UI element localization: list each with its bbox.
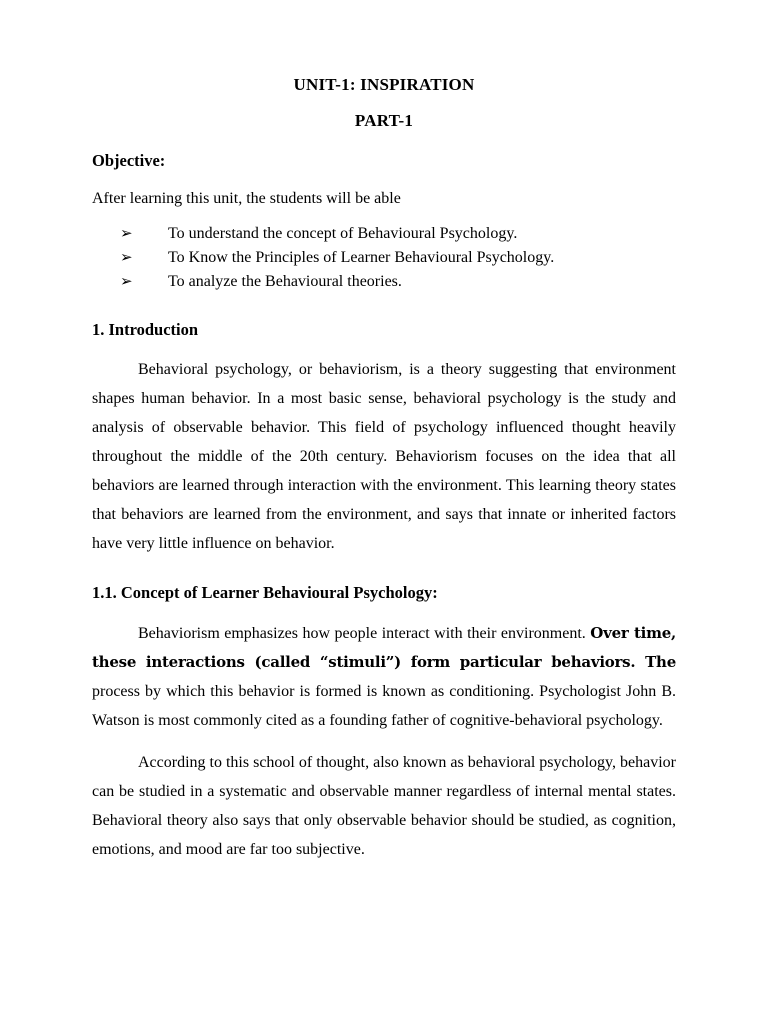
document-title: UNIT-1: INSPIRATION — [293, 75, 475, 94]
arrow-bullet-icon: ➢ — [120, 273, 133, 290]
section-heading-concept: 1.1. Concept of Learner Behavioural Psychology: — [92, 583, 438, 602]
concept-paragraph-part-2: process by which this behavior is formed is known as conditioning. Psychologist John B. Watson is most commonly cited as a founding father of cognitive-behavioral psychology. — [92, 682, 676, 729]
objective-heading: Objective: — [92, 151, 166, 170]
section-heading-introduction: 1. Introduction — [92, 319, 199, 339]
concept-paragraph-emphasis: Over time, these interactions (called “stimuli”) form particular behaviors. The — [92, 623, 676, 671]
objective-list — [92, 207, 676, 294]
objective-lead-text: After learning this unit, the students will be able — [92, 189, 401, 207]
document-body — [92, 0, 676, 864]
concept-paragraph — [92, 602, 676, 735]
list-item-label: To Know the Principles of Learner Behavioural Psychology. — [168, 248, 555, 266]
list-item-label: To understand the concept of Behavioural Psychology. — [168, 224, 518, 242]
list-item-label: To analyze the Behavioural theories. — [168, 272, 402, 290]
concept-paragraph-part-1: Behaviorism emphasizes how people interact with their environment. — [138, 624, 591, 642]
document-subtitle: PART-1 — [354, 111, 414, 130]
arrow-bullet-icon: ➢ — [120, 225, 133, 242]
according-paragraph: According to this school of thought, also known as behavioral psychology, behavior can be studied in a systematic and observable manner regardless of internal mental states. Behavioral theory also says that only observable behavior should be studied, as cognition, emotions, and mood are far too subjective. — [92, 753, 676, 858]
list-item — [92, 270, 676, 294]
list-item — [92, 246, 676, 270]
arrow-bullet-icon: ➢ — [120, 249, 133, 266]
list-item — [92, 222, 676, 246]
introduction-paragraph: Behavioral psychology, or behaviorism, is a theory suggesting that environment shapes human behavior. In a most basic sense, behavioral psychology is the study and analysis of observable behavior. This field of psychology influenced thought heavily throughout the middle of the 20th century. Behaviorism focuses on the idea that all behaviors are learned through interaction with the environment. This learning theory states that behaviors are learned from the environment, and says that innate or inherited factors have very little influence on behavior. — [92, 361, 676, 552]
